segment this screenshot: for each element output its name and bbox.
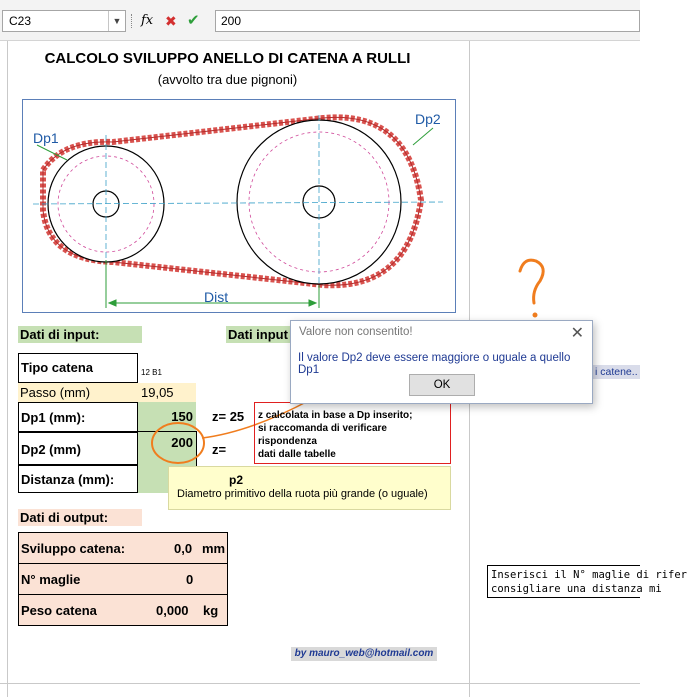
- chevron-down-icon[interactable]: ▼: [108, 11, 125, 31]
- warning-line: si raccomanda di verificare rispondenza: [258, 423, 387, 447]
- error-dialog: [290, 320, 593, 404]
- tipo-catena-label: Tipo catena: [18, 353, 138, 383]
- input-tooltip: [168, 466, 451, 510]
- dp1-field-label: Dp1 (mm):: [18, 402, 138, 432]
- name-box-value: C23: [9, 14, 32, 28]
- dp1-label: Dp1: [33, 130, 59, 146]
- name-box[interactable]: [2, 10, 126, 32]
- dp2-label: Dp2: [415, 111, 441, 127]
- peso-value: 0,000: [156, 603, 189, 618]
- output-row-sviluppo: [19, 533, 227, 564]
- maglie-label: N° maglie: [21, 572, 81, 587]
- close-icon[interactable]: ✕: [570, 325, 584, 342]
- warning-line: dati dalle tabelle: [258, 449, 336, 460]
- ok-button[interactable]: OK: [409, 374, 475, 396]
- formula-input[interactable]: 200: [215, 10, 640, 32]
- sviluppo-label: Sviluppo catena:: [21, 541, 126, 556]
- dp2-field-label: Dp2 (mm): [18, 432, 138, 465]
- peso-unit: kg: [203, 603, 219, 618]
- reference-note: [487, 565, 687, 598]
- sviluppo-value: 0,0: [174, 541, 193, 556]
- chain-diagram: [22, 99, 456, 313]
- page-title: CALCOLO SVILUPPO ANELLO DI CATENA A RULLI: [44, 50, 411, 67]
- distanza-label: Distanza (mm):: [18, 465, 138, 493]
- tooltip-title: p2: [229, 473, 244, 487]
- author-signature: by mauro_web@hotmail.com: [291, 647, 437, 661]
- maglie-value: 0: [186, 572, 194, 587]
- output-row-maglie: [19, 564, 227, 595]
- warning-line: z calcolata in base a Dp inserito;: [258, 410, 413, 421]
- formula-bar-divider: [131, 14, 135, 28]
- peso-label: Peso catena: [21, 603, 97, 618]
- output-table: [18, 532, 228, 626]
- dialog-message: Il valore Dp2 deve essere maggiore o uguale a quello Dp1: [298, 352, 571, 376]
- output-header: Dati di output:: [18, 509, 142, 526]
- z1-value: z= 25: [212, 409, 245, 424]
- tooltip-text: Diametro primitivo della ruota più grande (o uguale): [177, 488, 428, 500]
- output-row-peso: [19, 595, 227, 626]
- confirm-icon[interactable]: ✔: [187, 12, 200, 29]
- question-mark-annotation: [510, 255, 550, 323]
- input-header-2: Dati input: [226, 326, 292, 343]
- sviluppo-unit: mm: [202, 541, 226, 556]
- passo-label: Passo (mm): [18, 383, 138, 402]
- row-gridline: [0, 683, 640, 684]
- tipo-catena-value[interactable]: 12 B1: [141, 368, 162, 377]
- catena-strip: i catene..: [593, 365, 640, 379]
- formula-bar: [0, 0, 640, 41]
- warning-note: [254, 402, 451, 464]
- page-subtitle: (avvolto tra due pignoni): [157, 72, 298, 87]
- dp2-input[interactable]: 200: [138, 432, 196, 465]
- input-header: Dati di input:: [18, 326, 142, 343]
- chain-drawing: [23, 100, 455, 312]
- dialog-title: Valore non consentito!: [299, 326, 413, 338]
- z2-value: z=: [212, 442, 227, 457]
- dist-label: Dist: [204, 289, 229, 305]
- reference-note-line: consigliare una distanza mi: [491, 583, 662, 595]
- reference-note-line: Inserisci il N° maglie di rifer: [491, 569, 687, 581]
- cancel-icon[interactable]: ✖: [165, 13, 177, 29]
- column-gridline: [7, 41, 8, 697]
- dp1-input[interactable]: 150: [138, 402, 196, 432]
- passo-value: 19,05: [138, 383, 196, 402]
- insert-function-icon[interactable]: fx: [141, 13, 154, 28]
